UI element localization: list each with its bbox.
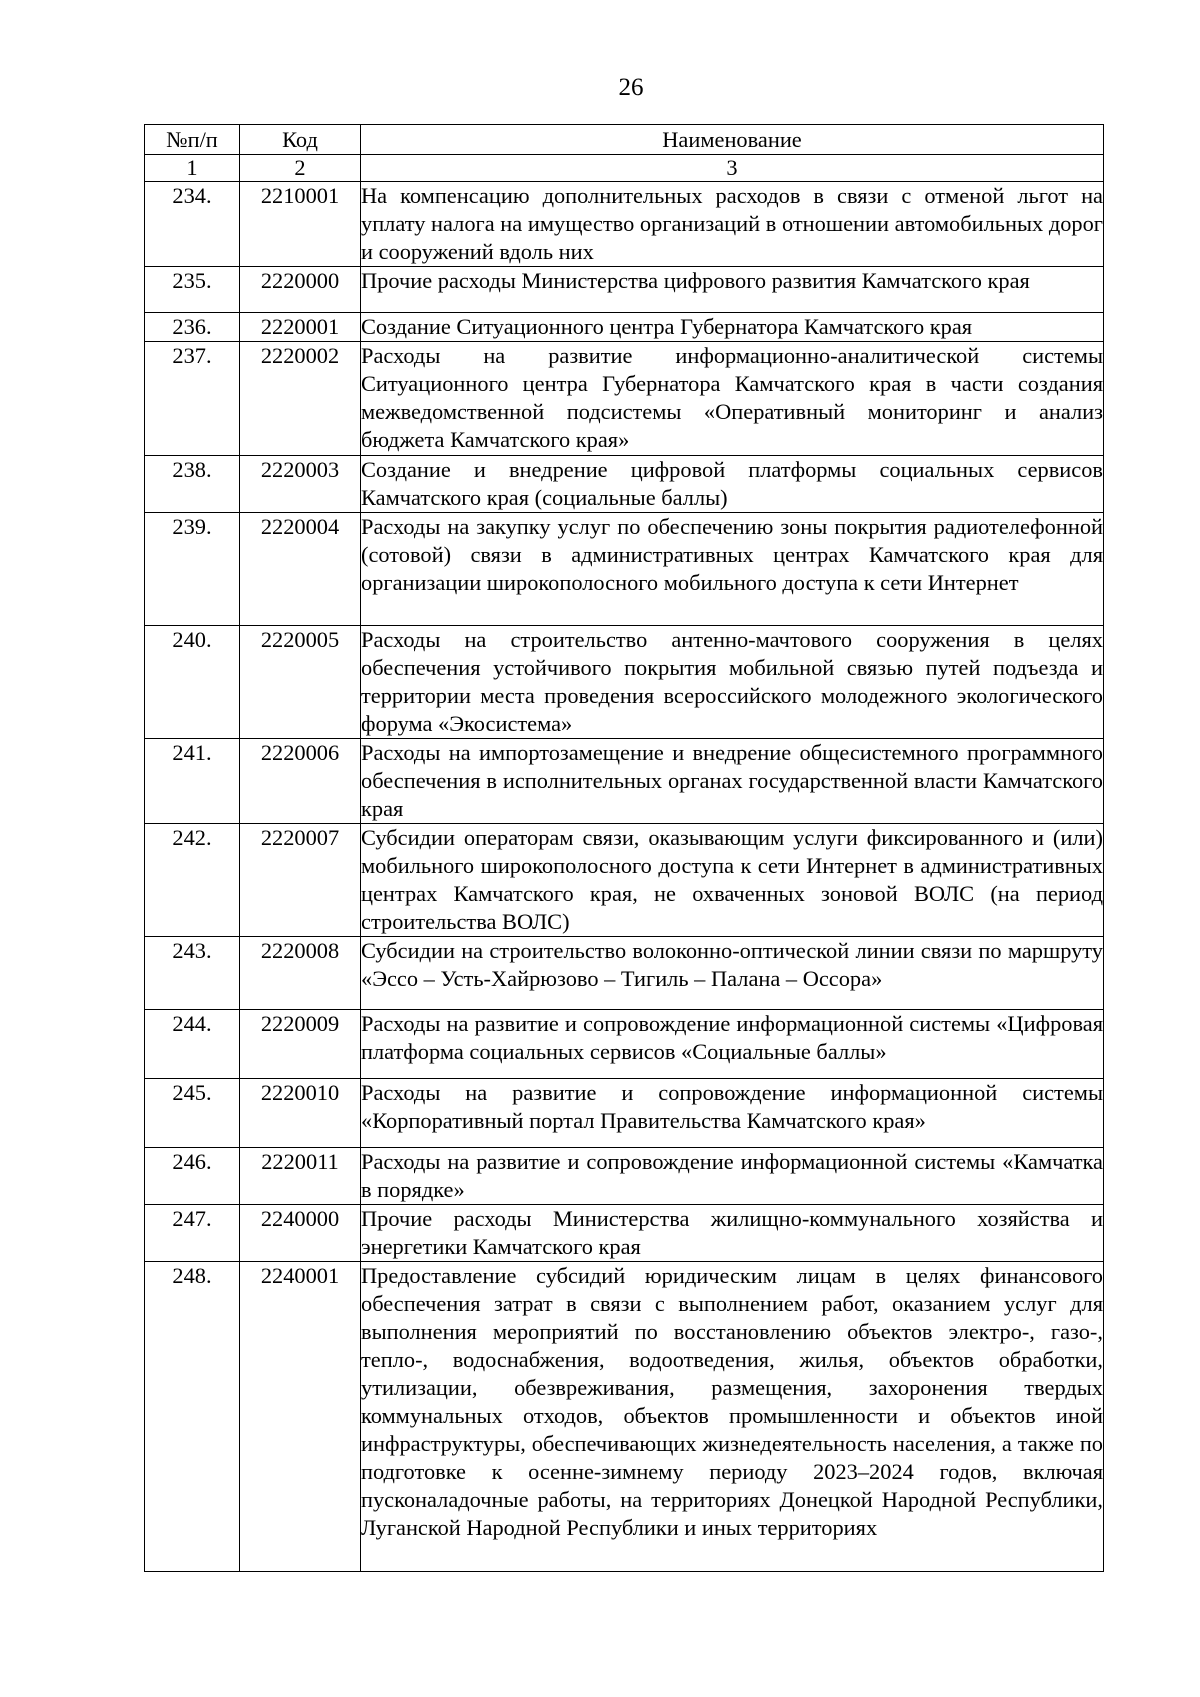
row-number: 244. <box>145 1010 240 1079</box>
table-row <box>145 824 1104 937</box>
table-row <box>145 267 1104 313</box>
column-number-3: 3 <box>361 155 1104 182</box>
row-number: 235. <box>145 267 240 313</box>
table-row <box>145 626 1104 739</box>
row-number: 236. <box>145 313 240 342</box>
table-header-row <box>145 125 1104 155</box>
row-name: Расходы на строительство антенно-мачтового сооружения в целях обеспечения устойчивого покрытия мобильной связью путей подъезда и территории места проведения всероссийского молодежного экологического форума «Экосистема» <box>361 626 1104 739</box>
table-row <box>145 739 1104 824</box>
column-number-1: 1 <box>145 155 240 182</box>
row-number: 248. <box>145 1262 240 1572</box>
header-name: Наименование <box>361 125 1104 155</box>
table-row <box>145 1148 1104 1205</box>
row-name: На компенсацию дополнительных расходов в связи с отменой льгот на уплату налога на имущество организаций в отношении автомобильных дорог и сооружений вдоль них <box>361 182 1104 267</box>
table-row <box>145 313 1104 342</box>
row-number: 239. <box>145 513 240 626</box>
row-number: 243. <box>145 937 240 1010</box>
row-name: Создание Ситуационного центра Губернатора Камчатского края <box>361 313 1104 342</box>
row-number: 246. <box>145 1148 240 1205</box>
row-name: Предоставление субсидий юридическим лицам в целях финансового обеспечения затрат в связи с выполнением работ, оказанием услуг для выполнения мероприятий по восстановлению объектов электро-, газо-, тепло-, водоснабжения, водоотведения, жилья, объектов обработки, утилизации, обезвреживания, размещения, захоронения твердых коммунальных отходов, объектов промышленности и объектов иной инфраструктуры, обеспечивающих жизнедеятельность населения, а также по подготовке к осенне-зимнему периоду 2023–2024 годов, включая пусконаладочные работы, на территориях Донецкой Народной Республики, Луганской Народной Республики и иных территориях <box>361 1262 1104 1572</box>
table-row <box>145 1010 1104 1079</box>
row-code: 2220011 <box>240 1148 361 1205</box>
row-number: 240. <box>145 626 240 739</box>
row-code: 2220005 <box>240 626 361 739</box>
row-code: 2210001 <box>240 182 361 267</box>
row-code: 2220000 <box>240 267 361 313</box>
row-name: Расходы на развитие и сопровождение информационной системы «Камчатка в порядке» <box>361 1148 1104 1205</box>
row-number: 238. <box>145 456 240 513</box>
header-number: №п/п <box>145 125 240 155</box>
row-code: 2220010 <box>240 1079 361 1148</box>
row-number: 247. <box>145 1205 240 1262</box>
table-row <box>145 182 1104 267</box>
row-code: 2220003 <box>240 456 361 513</box>
header-code: Код <box>240 125 361 155</box>
row-code: 2220007 <box>240 824 361 937</box>
row-name: Расходы на развитие информационно-аналитической системы Ситуационного центра Губернатора Камчатского края в части создания межведомственной подсистемы «Оперативный мониторинг и анализ бюджета Камчатского края» <box>361 342 1104 456</box>
row-name: Расходы на импортозамещение и внедрение общесистемного программного обеспечения в исполнительных органах государственной власти Камчатского края <box>361 739 1104 824</box>
row-number: 241. <box>145 739 240 824</box>
row-number: 237. <box>145 342 240 456</box>
row-name: Расходы на развитие и сопровождение информационной системы «Корпоративный портал Правительства Камчатского края» <box>361 1079 1104 1148</box>
table-row <box>145 342 1104 456</box>
budget-codes-table <box>144 124 1104 1572</box>
row-code: 2240001 <box>240 1262 361 1572</box>
row-name: Прочие расходы Министерства жилищно-коммунального хозяйства и энергетики Камчатского края <box>361 1205 1104 1262</box>
table-row <box>145 456 1104 513</box>
row-code: 2220008 <box>240 937 361 1010</box>
row-number: 245. <box>145 1079 240 1148</box>
row-name: Субсидии операторам связи, оказывающим услуги фиксированного и (или) мобильного широкополосного доступа к сети Интернет в административных центрах Камчатского края, не охваченных зоновой ВОЛС (на период строительства ВОЛС) <box>361 824 1104 937</box>
row-name: Расходы на развитие и сопровождение информационной системы «Цифровая платформа социальных сервисов «Социальные баллы» <box>361 1010 1104 1079</box>
row-code: 2220004 <box>240 513 361 626</box>
row-code: 2240000 <box>240 1205 361 1262</box>
table-row <box>145 1262 1104 1572</box>
table-row <box>145 513 1104 626</box>
row-code: 2220009 <box>240 1010 361 1079</box>
row-number: 242. <box>145 824 240 937</box>
column-number-2: 2 <box>240 155 361 182</box>
row-number: 234. <box>145 182 240 267</box>
row-code: 2220002 <box>240 342 361 456</box>
row-name: Расходы на закупку услуг по обеспечению зоны покрытия радиотелефонной (сотовой) связи в административных центрах Камчатского края для организации широкополосного мобильного доступа к сети Интернет <box>361 513 1104 626</box>
row-code: 2220006 <box>240 739 361 824</box>
column-numbers-row <box>145 155 1104 182</box>
row-code: 2220001 <box>240 313 361 342</box>
row-name: Прочие расходы Министерства цифрового развития Камчатского края <box>361 267 1104 313</box>
row-name: Субсидии на строительство волоконно-оптической линии связи по маршруту «Эссо – Усть-Хайрюзово – Тигиль – Палана – Оссора» <box>361 937 1104 1010</box>
table-row <box>145 937 1104 1010</box>
page-number: 26 <box>618 74 644 101</box>
table-row <box>145 1205 1104 1262</box>
row-name: Создание и внедрение цифровой платформы социальных сервисов Камчатского края (социальные баллы) <box>361 456 1104 513</box>
table-row <box>145 1079 1104 1148</box>
